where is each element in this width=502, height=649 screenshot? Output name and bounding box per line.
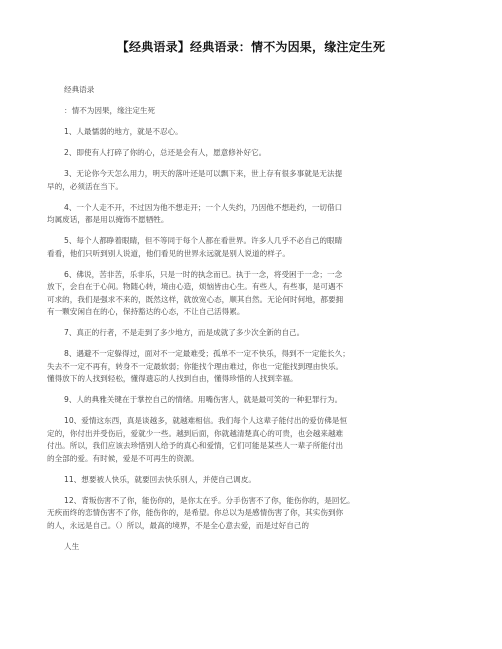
document-body	[47, 84, 457, 562]
text-line: 9、人的典雅关键在于掌控自己的情绪。用嘴伤害人，就是最可笑的一种犯罪行为。	[64, 395, 343, 404]
paragraph-5	[47, 235, 457, 260]
text-line: 可求的，我们是强求不来的，既然这样，就放宽心态，顺其自然。无论何时何地，都要拥	[47, 294, 344, 304]
text-line: 4、一个人走不开，不过因为他不想走开；一个人失约，乃因他不想赴约，一切借口	[64, 202, 343, 212]
text-line: 12、背叛伤害不了你，能伤你的，是你太在乎。分手伤害不了你，能伤你的，是回忆。	[64, 495, 355, 505]
subtitle: 经典语录	[64, 85, 95, 94]
text-line: 6、佛说，苦非苦，乐非乐，只是一时的执念而已。执于一念，将受困于一念；一念	[64, 269, 343, 279]
paragraph-12	[47, 495, 457, 533]
text-line: 放下，会自在于心间。物随心转，境由心造，烦恼皆由心生。有些人，有些事，是可遇不	[47, 282, 344, 291]
text-line: 5、每个人都睁着眼睛，但不等同于每个人都在看世界。许多人几乎不必自己的眼睛	[64, 236, 343, 245]
text-line: 10、爱情这东西，真是谈越多，就越难相信。我们每个人这辈子能付出的爱仿佛是恒	[64, 416, 348, 425]
text-line: 1、人最懦弱的地方，就是不忍心。	[64, 127, 183, 136]
text-line: 2、即使有人打碎了你的心，总还是会有人，愿意修补好它。	[64, 148, 267, 157]
text-line: 7、真正的行者，不是走到了多少地方，而是成就了多少次全新的自己。	[64, 328, 305, 337]
paragraph-13	[47, 541, 457, 554]
paragraph-11	[47, 474, 457, 487]
text-line: 无疾而终的恋情伤害不了你，能伤你的，是希望。你总以为是感情伤害了你，其实伤到你	[47, 508, 344, 517]
paragraph-1	[47, 126, 457, 139]
paragraph-8	[47, 348, 457, 386]
text-line: 看看，他们只听到别人说道，他们看见的世界永远就是别人说道的样子。	[47, 248, 290, 258]
paragraph-6	[47, 269, 457, 319]
text-line: 3、无论你今天怎么用力，明天的落叶还是可以飘下来，世上存有很多事就是无法提	[64, 169, 343, 178]
paragraph-4	[47, 202, 457, 227]
text-line: 11、想要被人快乐，就要回去快乐别人，并使自己调皮。	[64, 474, 256, 484]
text-line: 8、遇避不一定躲得过，面对不一定最难受；孤单不一定不快乐，得到不一定能长久；	[64, 349, 350, 358]
text-line: 人生	[64, 541, 80, 551]
document-title: 【经典语录】经典语录：情不为因果，缘注定生死	[116, 40, 386, 54]
subtitle-paragraph	[47, 84, 457, 97]
paragraph-10	[47, 415, 457, 465]
text-line: ：情不为因果，缘注定生死	[64, 106, 156, 115]
paragraph-9	[47, 394, 457, 407]
paragraph-2	[47, 147, 457, 160]
text-line: 失去不一定不再有，转身不一定最软弱；你能找个理由难过，你也一定能找到理由快乐。	[47, 361, 344, 371]
paragraph-0	[47, 105, 457, 118]
text-line: 均属废话，都是用以掩饰不愿牺牲。	[47, 215, 169, 224]
text-line: 有一颗安闲自在的心，保持豁达的心态，不让自己活得累。	[47, 307, 245, 316]
text-line: 付出。所以，我们应该去珍惜别人给予的真心和爱情，它们可能是某些人一辈子所能付出	[47, 441, 344, 450]
text-line: 的全部的爱。有时候，爱是不可再生的资源。	[47, 453, 199, 463]
paragraph-7	[47, 327, 457, 340]
text-line: 的人，永远是自己。（）所以，最高的境界，不是全心意去爱，而是过好自己的	[47, 520, 309, 530]
text-line: 早的，必须活在当下。	[47, 181, 123, 191]
text-line: 定的，你付出并受伤后，爱就少一些。越到后面，你就越清楚真心的可贵，也会越来越难	[47, 428, 344, 438]
text-line: 懂得放下的人找到轻松，懂得遗忘的人找到自由，懂得珍惜的人找到幸福。	[47, 374, 298, 383]
paragraph-3	[47, 168, 457, 193]
